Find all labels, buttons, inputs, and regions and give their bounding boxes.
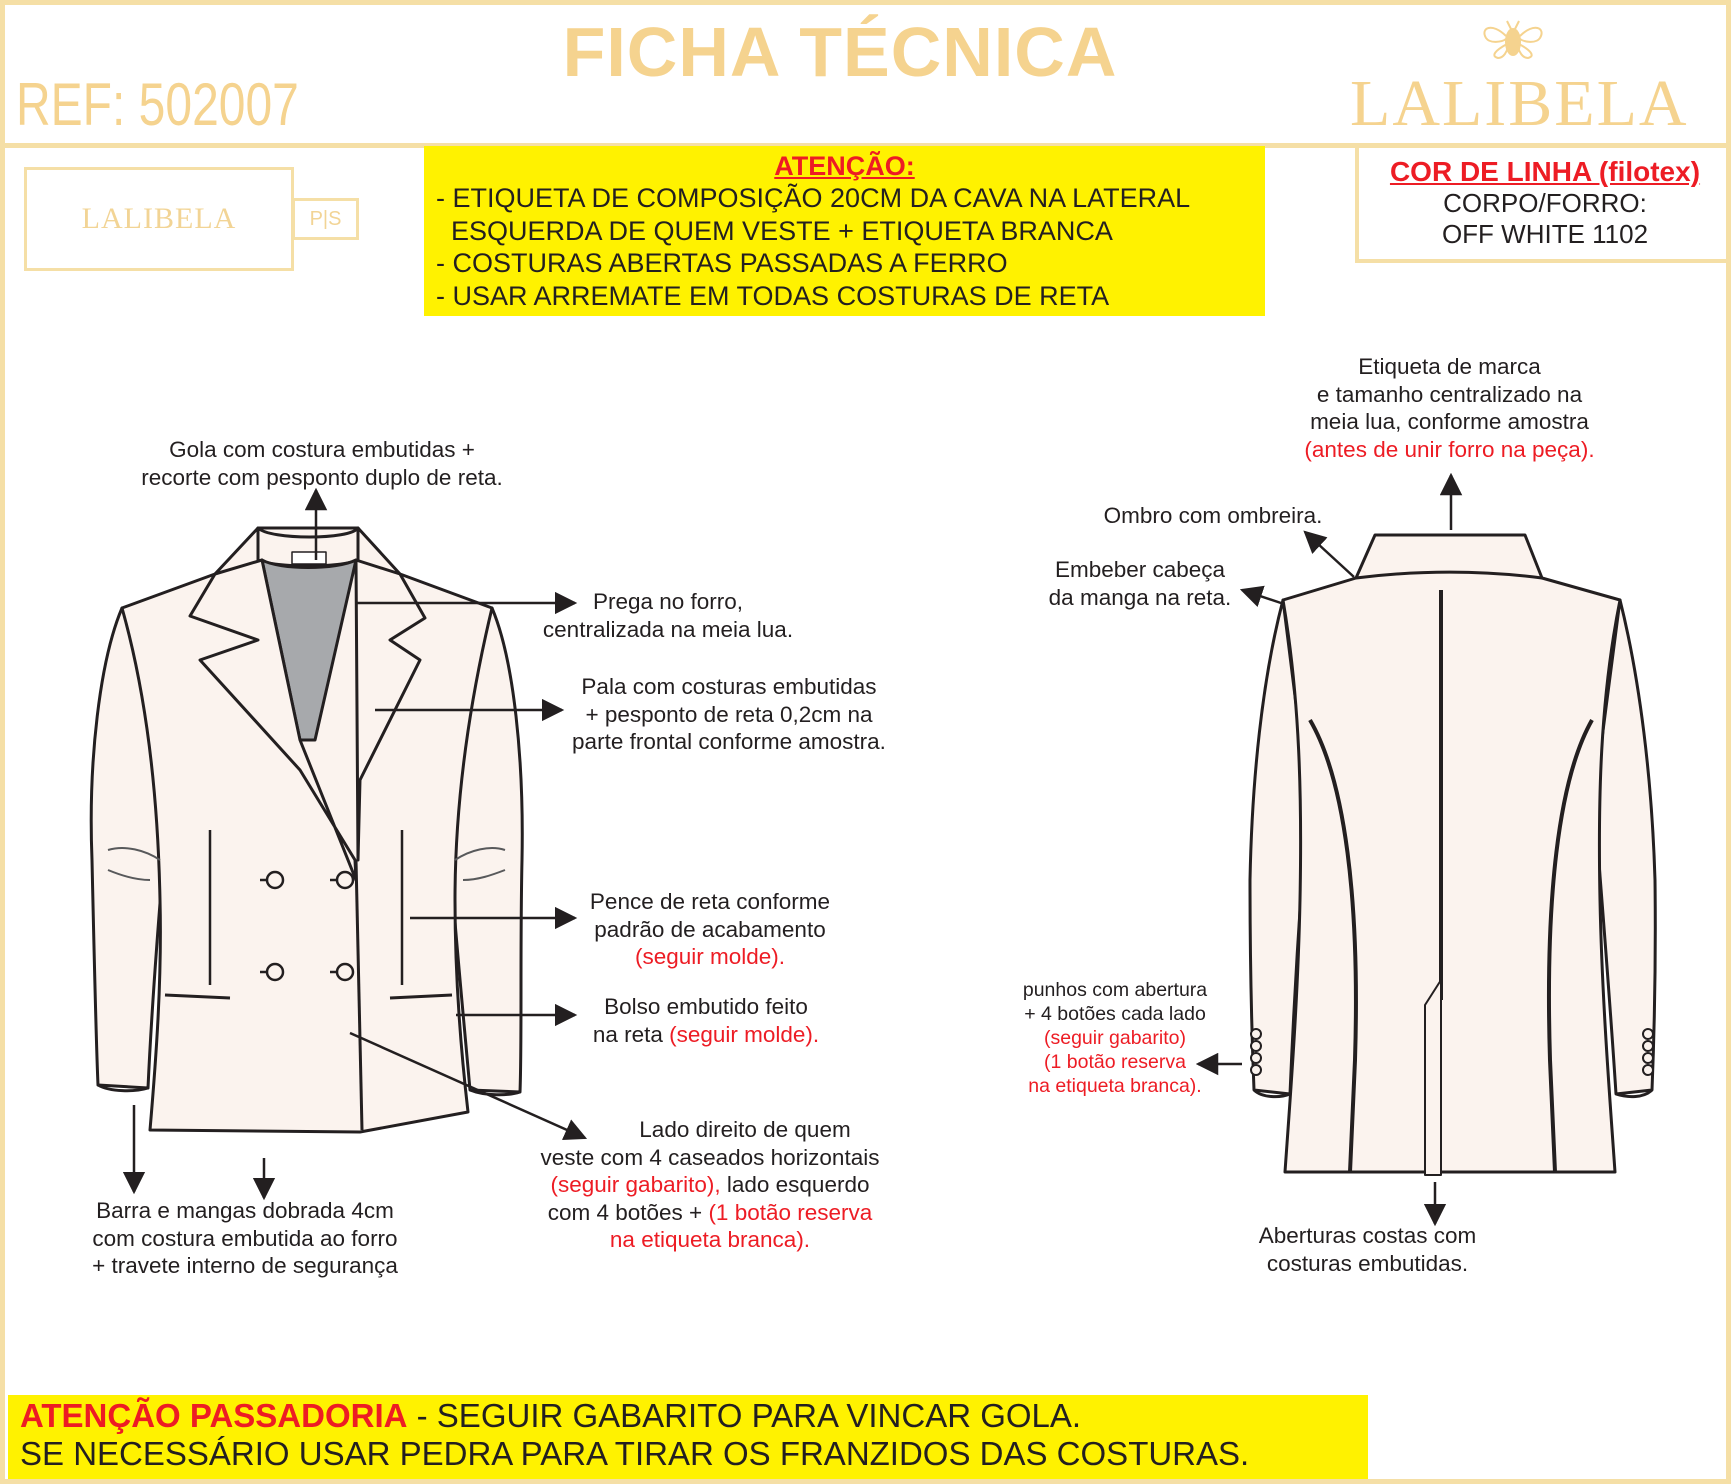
thread-color-title: COR DE LINHA (filotex) <box>1389 156 1701 187</box>
note-line: na etiqueta branca). <box>609 1227 811 1252</box>
note-back-vent <box>1220 1222 1515 1277</box>
pressing-warning-line: SE NECESSÁRIO USAR PEDRA PARA TIRAR OS FRANZIDOS DAS COSTURAS. <box>20 1435 1250 1472</box>
note-line <box>520 1199 900 1227</box>
note-closure <box>520 1116 900 1254</box>
note-line: veste com 4 caseados horizontais <box>540 1144 880 1170</box>
note-line: (seguir gabarito) <box>1044 1027 1186 1049</box>
reference-code: REF: 502007 <box>16 71 299 138</box>
note-line: centralizada na meia lua. <box>542 616 794 642</box>
note-line: Etiqueta de marca <box>1358 354 1541 379</box>
note-line: + pesponto de reta 0,2cm na <box>585 701 873 727</box>
attention-line: - COSTURAS ABERTAS PASSADAS A FERRO <box>436 248 1008 278</box>
note-line: recorte com pesponto duplo de reta. <box>141 464 503 490</box>
note-collar <box>112 436 532 491</box>
note-line: Lado direito de quem <box>639 1117 851 1142</box>
pressing-warning-line <box>20 1397 1368 1435</box>
pressing-warning-text: - SEGUIR GABARITO PARA VINCAR GOLA. <box>407 1397 1082 1434</box>
note-line: padrão de acabamento <box>594 916 826 942</box>
note-line: Pala com costuras embutidas <box>581 674 877 699</box>
note-line: Gola com costura embutidas + <box>169 437 475 462</box>
attention-line: - ETIQUETA DE COMPOSIÇÃO 20CM DA CAVA NA LATERAL <box>436 183 1191 213</box>
thread-color-line: CORPO/FORRO: <box>1443 188 1647 218</box>
note-shoulder: Ombro com ombreira. <box>1103 503 1323 528</box>
note-brand-label <box>1262 353 1637 463</box>
note-line: Prega no forro, <box>592 589 744 614</box>
size-tag: P|S <box>292 198 359 240</box>
note-line: meia lua, conforme amostra <box>1310 409 1589 434</box>
note-line: Embeber cabeça <box>1054 557 1226 582</box>
note-text-red: (seguir molde). <box>669 1021 820 1047</box>
note-lining-pleat <box>518 588 818 643</box>
note-cuffs <box>1000 978 1230 1098</box>
note-line: (seguir molde). <box>634 944 786 969</box>
note-yoke <box>548 673 910 756</box>
note-line: e tamanho centralizado na <box>1316 381 1583 407</box>
note-line: (antes de unir forro na peça). <box>1304 436 1595 462</box>
attention-title: ATENÇÃO: <box>774 151 915 181</box>
note-line: Aberturas costas com <box>1258 1223 1477 1248</box>
page-title: FICHA TÉCNICA <box>562 13 1118 91</box>
note-text-red: (1 botão reserva <box>708 1199 873 1225</box>
note-hem <box>62 1197 428 1280</box>
note-line: + travete interno de segurança <box>92 1253 398 1278</box>
pressing-warning-title: ATENÇÃO PASSADORIA <box>20 1397 408 1434</box>
note-text: com 4 botões + <box>547 1199 709 1225</box>
note-line: na etiqueta branca). <box>1028 1075 1202 1097</box>
note-text: na reta <box>592 1021 670 1047</box>
attention-line: - USAR ARREMATE EM TODAS COSTURAS DE RETA <box>436 280 1110 311</box>
note-text: lado esquerdo <box>720 1172 870 1197</box>
note-pocket <box>556 993 856 1048</box>
note-line: parte frontal conforme amostra. <box>572 729 886 754</box>
note-text-red: (seguir gabarito), <box>550 1172 721 1197</box>
note-line: (1 botão reserva <box>1044 1051 1186 1073</box>
pressing-warning-bar <box>8 1395 1368 1479</box>
brand-label: LALIBELA <box>24 167 294 271</box>
note-line: com costura embutida ao forro <box>92 1225 398 1251</box>
note-line <box>556 1021 856 1049</box>
note-dart <box>560 888 860 971</box>
note-line: punhos com abertura <box>1022 979 1208 1001</box>
note-line: Bolso embutido feito <box>604 994 808 1019</box>
note-line: costuras embutidas. <box>1266 1250 1469 1276</box>
note-line: Pence de reta conforme <box>589 889 831 914</box>
note-line <box>520 1171 900 1199</box>
attention-line: ESQUERDA DE QUEM VESTE + ETIQUETA BRANCA <box>436 215 1113 246</box>
note-sleeve-cap <box>1026 556 1254 611</box>
note-line: + 4 botões cada lado <box>1024 1003 1206 1025</box>
front-jacket-drawing <box>91 528 522 1132</box>
back-jacket-drawing <box>1250 535 1655 1175</box>
note-line: da manga na reta. <box>1048 584 1232 610</box>
note-line: Barra e mangas dobrada 4cm <box>96 1198 394 1223</box>
thread-color-line: OFF WHITE 1102 <box>1441 219 1649 249</box>
brand-logo: LALIBELA <box>1350 67 1689 140</box>
